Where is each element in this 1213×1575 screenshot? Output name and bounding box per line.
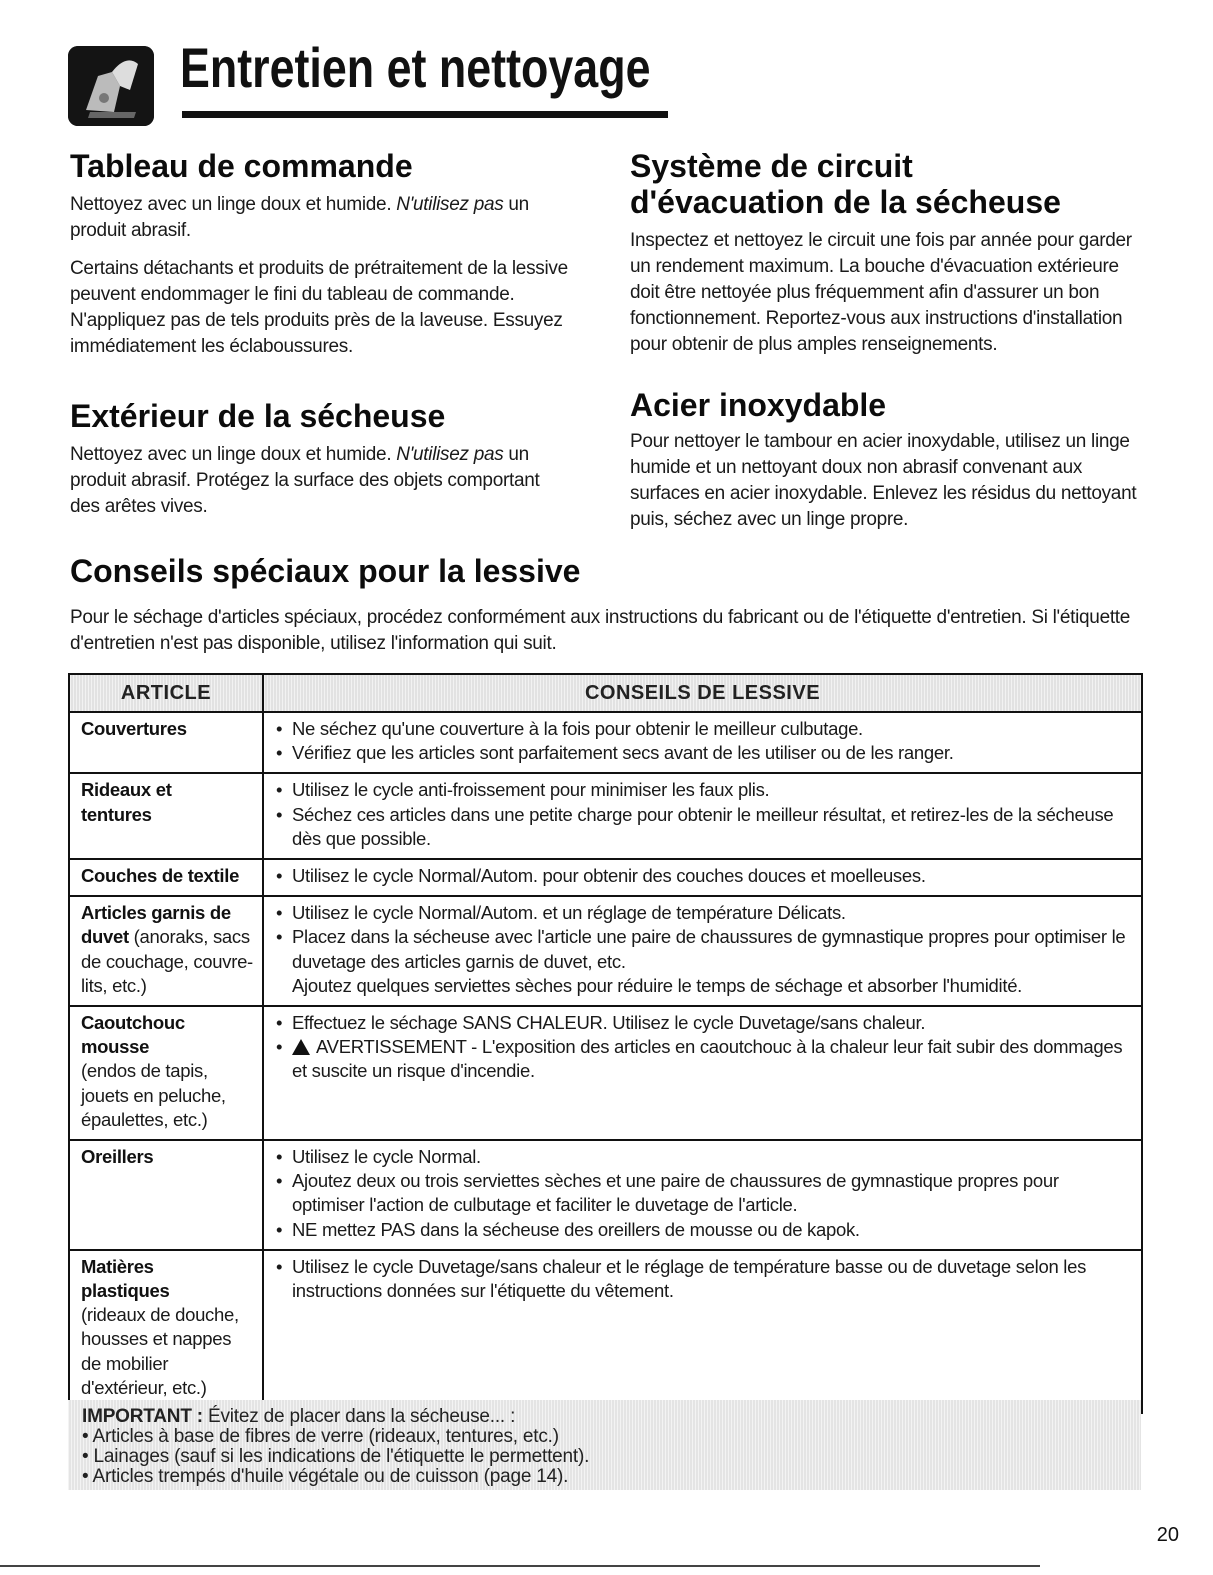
item-name: Couches de textile xyxy=(81,865,240,887)
list-item xyxy=(276,1218,1131,1242)
tips-cell xyxy=(263,1250,1142,1413)
tips-cell xyxy=(263,1006,1142,1140)
list-item xyxy=(276,864,1131,888)
list-item: • Articles trempés d'huile végétale ou de cuisson (page 14). xyxy=(82,1466,569,1487)
text: un produit abrasif. Protégez la surface des objets comportant des arêtes vives. xyxy=(70,444,540,517)
section-systeme xyxy=(630,148,1150,358)
important-lead: Évitez de placer dans la sécheuse... : xyxy=(202,1406,516,1427)
list-item xyxy=(276,1169,1131,1217)
tip-text: Utilisez le cycle Normal/Autom. et un réglage de température Délicats. xyxy=(292,902,846,924)
table-row xyxy=(69,1140,1142,1250)
tip-text: Vérifiez que les articles sont parfaitement secs avant de les utiliser ou de les ranger. xyxy=(292,742,954,764)
footer-rule xyxy=(0,1565,1040,1567)
section-conseils xyxy=(70,553,1140,657)
tip-text: NE mettez PAS dans la sécheuse des oreillers de mousse ou de kapok. xyxy=(292,1218,860,1240)
table-row xyxy=(69,1006,1142,1140)
tips-cell xyxy=(263,712,1142,773)
column-header-article: ARTICLE xyxy=(69,674,263,712)
item-detail: (endos de tapis, jouets en peluche, épaulettes, etc.) xyxy=(81,1060,226,1130)
item-cell xyxy=(69,712,263,773)
bullet: • xyxy=(276,1218,283,1240)
bullet: • xyxy=(276,1255,283,1277)
list-item xyxy=(276,1011,1131,1035)
tips-cell xyxy=(263,859,1142,896)
section-heading xyxy=(630,148,1150,220)
important-heading xyxy=(82,1407,1141,1427)
heading-line: d'évacuation de la sécheuse xyxy=(630,184,1061,220)
item-cell xyxy=(69,1250,263,1413)
tips-cell xyxy=(263,1140,1142,1250)
paragraph: Inspectez et nettoyez le circuit une fois par année pour garder un rendement maximum. La bouche d'évacuation extérieure doit être nettoyée plus fréquemment afin d'assurer un bon fonctionnement. Reportez-vous aux instructions d'installation pour obtenir de plus amples renseignements. xyxy=(630,230,1132,355)
table-row xyxy=(69,859,1142,896)
item-cell xyxy=(69,773,263,859)
list-item: • Lainages (sauf si les indications de l'étiquette le permettent). xyxy=(82,1446,590,1467)
tip-text: Utilisez le cycle anti-froissement pour minimiser les faux plis. xyxy=(292,779,770,801)
item-name: Articles garnis de duvet xyxy=(81,902,231,948)
tip-text: Utilisez le cycle Duvetage/sans chaleur et le réglage de température basse ou de duvetage selon les instructions données sur l'étiquette du vêtement. xyxy=(292,1255,1087,1302)
column-header-conseils: CONSEILS DE LESSIVE xyxy=(263,674,1142,712)
list-item xyxy=(276,1145,1131,1169)
warning-text: AVERTISSEMENT - L'exposition des articles en caoutchouc à la chaleur leur fait subir des dommages et suscite un risque d'incendie. xyxy=(292,1036,1123,1082)
tip-text: Placez dans la sécheuse avec l'article une paire de chaussures de gymnastique propres pour optimiser le duvetage des articles garnis de duvet, etc. xyxy=(292,926,1126,972)
bullet: • xyxy=(276,803,283,825)
list-item: • Articles à base de fibres de verre (rideaux, tentures, etc.) xyxy=(82,1426,559,1447)
heading-line: Système de circuit xyxy=(630,148,913,184)
important-notice xyxy=(68,1400,1141,1490)
paragraph: Certains détachants et produits de prétraitement de la lessive peuvent endommager le fini du tableau de commande. N'appliquez pas de tels produits près de la laveuse. Essuyez immédiatement les éclaboussures. xyxy=(70,258,568,357)
logo-graphic xyxy=(68,46,154,126)
tip-text: Utilisez le cycle Normal/Autom. pour obtenir des couches douces et moelleuses. xyxy=(292,865,926,887)
bullet: • xyxy=(276,1012,283,1034)
section-heading: Tableau de commande xyxy=(70,148,413,184)
item-cell xyxy=(69,859,263,896)
list-item xyxy=(276,741,1131,765)
item-detail: (rideaux de douche, housses et nappes de mobilier d'extérieur, etc.) xyxy=(81,1304,239,1398)
section-exterieur xyxy=(70,398,570,520)
item-cell xyxy=(69,1140,263,1250)
item-cell xyxy=(69,896,263,1006)
tip-text: Ne séchez qu'une couverture à la fois pour obtenir le meilleur culbutage. xyxy=(292,718,863,739)
section-tableau xyxy=(70,148,570,360)
list-item xyxy=(276,803,1131,851)
important-label: IMPORTANT : xyxy=(82,1406,203,1427)
bullet: • xyxy=(276,1146,283,1168)
list-item xyxy=(276,1255,1131,1303)
tip-text: Séchez ces articles dans une petite charge pour obtenir le meilleur résultat, et retirez-les de la sécheuse dès que possible. xyxy=(292,803,1114,849)
list-item xyxy=(276,925,1131,973)
list-item xyxy=(276,717,1131,741)
paragraph xyxy=(70,192,570,244)
tip-text: Ajoutez deux ou trois serviettes sèches et une paire de chaussures de gymnastique propres pour optimiser l'action de culbutage et faciliter le duvetage de l'article. xyxy=(292,1170,1059,1216)
text: Nettoyez avec un linge doux et humide. xyxy=(70,194,397,215)
bullet: • xyxy=(276,718,283,739)
item-name: Couvertures xyxy=(81,718,187,739)
item-detail: (anoraks, sacs de couchage, couvre-lits, etc.) xyxy=(81,926,253,996)
section-acier xyxy=(630,387,1150,533)
table-row xyxy=(69,896,1142,1006)
paragraph: Pour le séchage d'articles spéciaux, procédez conformément aux instructions du fabricant ou de l'étiquette d'entretien. Si l'étiquette d'entretien n'est pas disponible, utilisez l'information qui suit. xyxy=(70,607,1131,654)
section-heading: Acier inoxydable xyxy=(630,387,887,423)
bullet: • xyxy=(276,779,283,801)
tip-text: Ajoutez quelques serviettes sèches pour réduire le temps de séchage et absorber l'humidité. xyxy=(292,974,1023,996)
table-row xyxy=(69,773,1142,859)
paragraph: Pour nettoyer le tambour en acier inoxydable, utilisez un linge humide et un nettoyant doux non abrasif convenant aux surfaces en acier inoxydable. Enlevez les résidus du nettoyant puis, séchez avec un linge propre. xyxy=(630,431,1137,530)
list-item xyxy=(276,901,1131,925)
bullet: • xyxy=(276,1036,283,1058)
item-name: Rideaux et tentures xyxy=(81,779,172,825)
emphasis: N'utilisez pas xyxy=(396,194,504,215)
tips-cell xyxy=(263,773,1142,859)
text: Nettoyez avec un linge doux et humide. xyxy=(70,444,397,465)
item-name: Oreillers xyxy=(81,1146,154,1168)
page-number: 20 xyxy=(1156,1524,1179,1546)
bullet: • xyxy=(276,1170,283,1192)
bullet: • xyxy=(276,926,283,948)
item-cell xyxy=(69,1006,263,1140)
table-row xyxy=(69,712,1142,773)
item-name: Matières plastiques xyxy=(81,1255,170,1302)
bullet: • xyxy=(276,865,283,887)
list-item xyxy=(276,1035,1131,1083)
table-header-row xyxy=(69,674,1142,712)
list-item xyxy=(276,778,1131,802)
tips-cell xyxy=(263,896,1142,1006)
text: un produit abrasif. xyxy=(70,194,529,241)
tip-text: Effectuez le séchage SANS CHALEUR. Utilisez le cycle Duvetage/sans chaleur. xyxy=(292,1012,926,1034)
emphasis: N'utilisez pas xyxy=(396,444,504,465)
tip-text: Utilisez le cycle Normal. xyxy=(292,1146,481,1168)
section-heading: Conseils spéciaux pour la lessive xyxy=(70,553,581,589)
care-bottle-icon xyxy=(68,46,154,126)
section-heading: Extérieur de la sécheuse xyxy=(70,398,446,434)
paragraph xyxy=(70,442,570,520)
warning-icon xyxy=(292,1039,310,1055)
item-name: Caoutchouc mousse xyxy=(81,1012,185,1058)
laundry-tips-table xyxy=(68,673,1143,1414)
list-item xyxy=(292,974,1131,998)
bullet: • xyxy=(276,902,283,924)
table-row xyxy=(69,1250,1142,1413)
title-underline xyxy=(182,111,668,118)
bullet: • xyxy=(276,742,283,764)
page-title: Entretien et nettoyage xyxy=(180,36,651,99)
